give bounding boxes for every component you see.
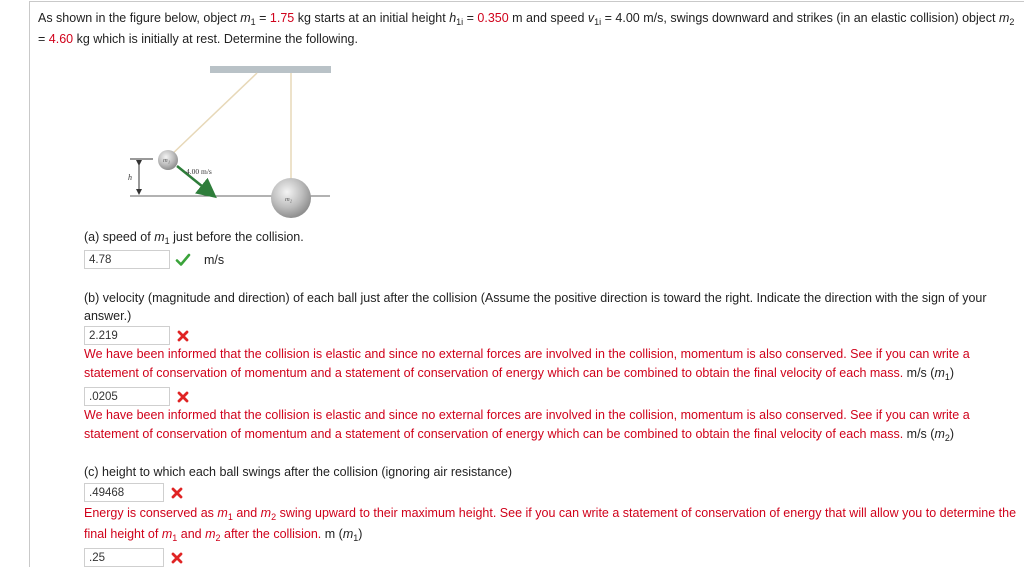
part-c-answer-1-input[interactable] [84,483,164,502]
problem-statement: As shown in the figure below, object $m_1 = 1.75$ kg starts at an initial height $h_{1i} = 0.350$ m and speed $v_{1i} = 4.00$ m/s, swings downward and strikes (in an elastic collision) object $m_2 = 4.60$ kg which is initially at rest. Determine the following. [38,11,1015,46]
part-a-prompt: (a) speed of $m_1$ just before the collision. [84,230,304,246]
x-icon [174,388,192,406]
part-c-answer-row-2 [84,548,186,567]
part-c-answer-2-input[interactable] [84,548,164,567]
part-c-feedback-1: Energy is conserved as $m_1$ and $m_2$ swing upward to their maximum height. See if you can write a statement of conservation of energy that will allow you to determine the final height of $m_1$ and $m_2$ after the collision. m $(m_1)$ [84,506,1017,543]
part-c-prompt: (c) height to which each ball swings after the collision (ignoring air resistance) [84,465,512,479]
string-m1 [168,73,257,158]
part-b-prompt: (b) velocity (magnitude and direction) of each ball just after the collision (Assume the positive direction is toward the right. Indicate the direction with the sign of your answer.) [84,291,987,323]
pendulum-figure [120,62,340,222]
x-icon [168,549,186,567]
h-label: h [128,173,132,182]
part-b-answer-row-1 [84,326,192,345]
check-icon [174,251,192,269]
x-icon [174,327,192,345]
part-b-feedback-1: We have been informed that the collision is elastic and since no external forces are involved in the collision, momentum is also conserved. See if you can write a statement of conservation of momentum and a statement of conservation of energy which can be combined to obtain the final velocity of each mass. m/s $(m_1)$ [84,347,970,382]
part-a-unit: m/s [204,252,225,267]
speed-label: 4.00 m/s [186,167,212,176]
m1-value: 1.75 [269,11,295,25]
ceiling-bar [210,66,331,73]
m1-label: m₁ [163,157,170,164]
part-b-answer-2-input[interactable] [84,387,170,406]
m2-label: m₂ [285,196,292,203]
part-b-answer-row-2 [84,387,192,406]
m2-value: 4.60 [48,32,74,46]
part-a-answer-row [84,250,224,269]
x-icon [168,484,186,502]
part-a-answer-input[interactable] [84,250,170,269]
part-c-answer-row-1 [84,483,186,502]
part-b-answer-1-input[interactable] [84,326,170,345]
part-b-feedback-2: We have been informed that the collision is elastic and since no external forces are involved in the collision, momentum is also conserved. See if you can write a statement of conservation of momentum and a statement of conservation of energy which can be combined to obtain the final velocity of each mass. m/s $(m_2)$ [84,408,970,443]
h-value: 0.350 [477,11,509,25]
